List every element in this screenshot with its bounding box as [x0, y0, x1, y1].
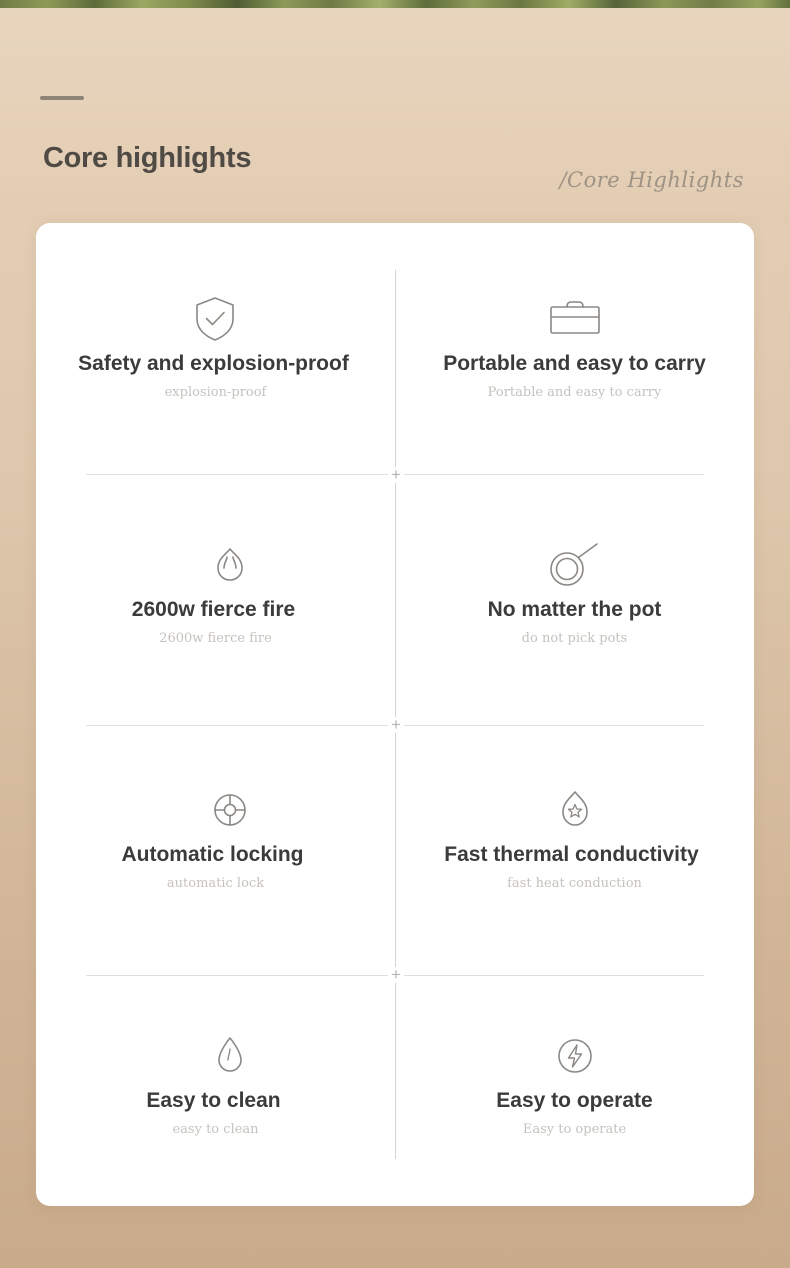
- feature-item-portable: [395, 223, 754, 469]
- feature-item-auto-lock: [36, 715, 395, 961]
- feature-item-thermal: [395, 715, 754, 961]
- feature-title: Easy to operate: [496, 1089, 653, 1113]
- water-drop-icon: [215, 1029, 245, 1083]
- briefcase-icon: [549, 292, 601, 346]
- feature-title: Easy to clean: [146, 1089, 281, 1113]
- feature-title: Portable and easy to carry: [443, 351, 706, 375]
- top-photo-strip: [0, 0, 790, 8]
- feature-item-power: [36, 469, 395, 715]
- feature-item-easy-clean: [36, 960, 395, 1206]
- feature-title: Safety and explosion-proof: [78, 351, 349, 375]
- power-bolt-icon: [554, 1029, 596, 1083]
- title-dash-accent: [40, 96, 84, 100]
- feature-subtitle: explosion-proof: [164, 384, 267, 400]
- flame-star-icon: [556, 783, 594, 837]
- feature-title: 2600w fierce fire: [131, 597, 296, 621]
- feature-subtitle: Easy to operate: [522, 1122, 627, 1138]
- feature-subtitle: automatic lock: [166, 876, 265, 892]
- feature-title: Fast thermal conductivity: [444, 843, 699, 867]
- divider-plus-icon: +: [388, 967, 404, 983]
- feature-item-easy-operate: [395, 960, 754, 1206]
- feature-item-any-pot: [395, 469, 754, 715]
- target-lock-icon: [210, 783, 250, 837]
- feature-subtitle: fast heat conduction: [507, 876, 642, 892]
- frying-pan-icon: [547, 538, 603, 592]
- features-grid: [36, 223, 754, 1206]
- feature-subtitle: Portable and easy to carry: [487, 384, 662, 400]
- page-title: Core highlights: [43, 142, 252, 174]
- features-card: [36, 223, 754, 1206]
- divider-plus-icon: +: [388, 717, 404, 733]
- feature-title: No matter the pot: [487, 597, 662, 621]
- feature-title: Automatic locking: [121, 843, 304, 867]
- page-title-script: /Core Highlights: [559, 168, 744, 192]
- feature-subtitle: do not pick pots: [521, 630, 628, 646]
- flame-icon: [212, 538, 248, 592]
- divider-plus-icon: +: [388, 467, 404, 483]
- feature-subtitle: 2600w fierce fire: [159, 630, 272, 646]
- page-header: [0, 8, 790, 223]
- shield-check-icon: [193, 292, 237, 346]
- feature-subtitle: easy to clean: [172, 1122, 259, 1138]
- feature-item-safety: [36, 223, 395, 469]
